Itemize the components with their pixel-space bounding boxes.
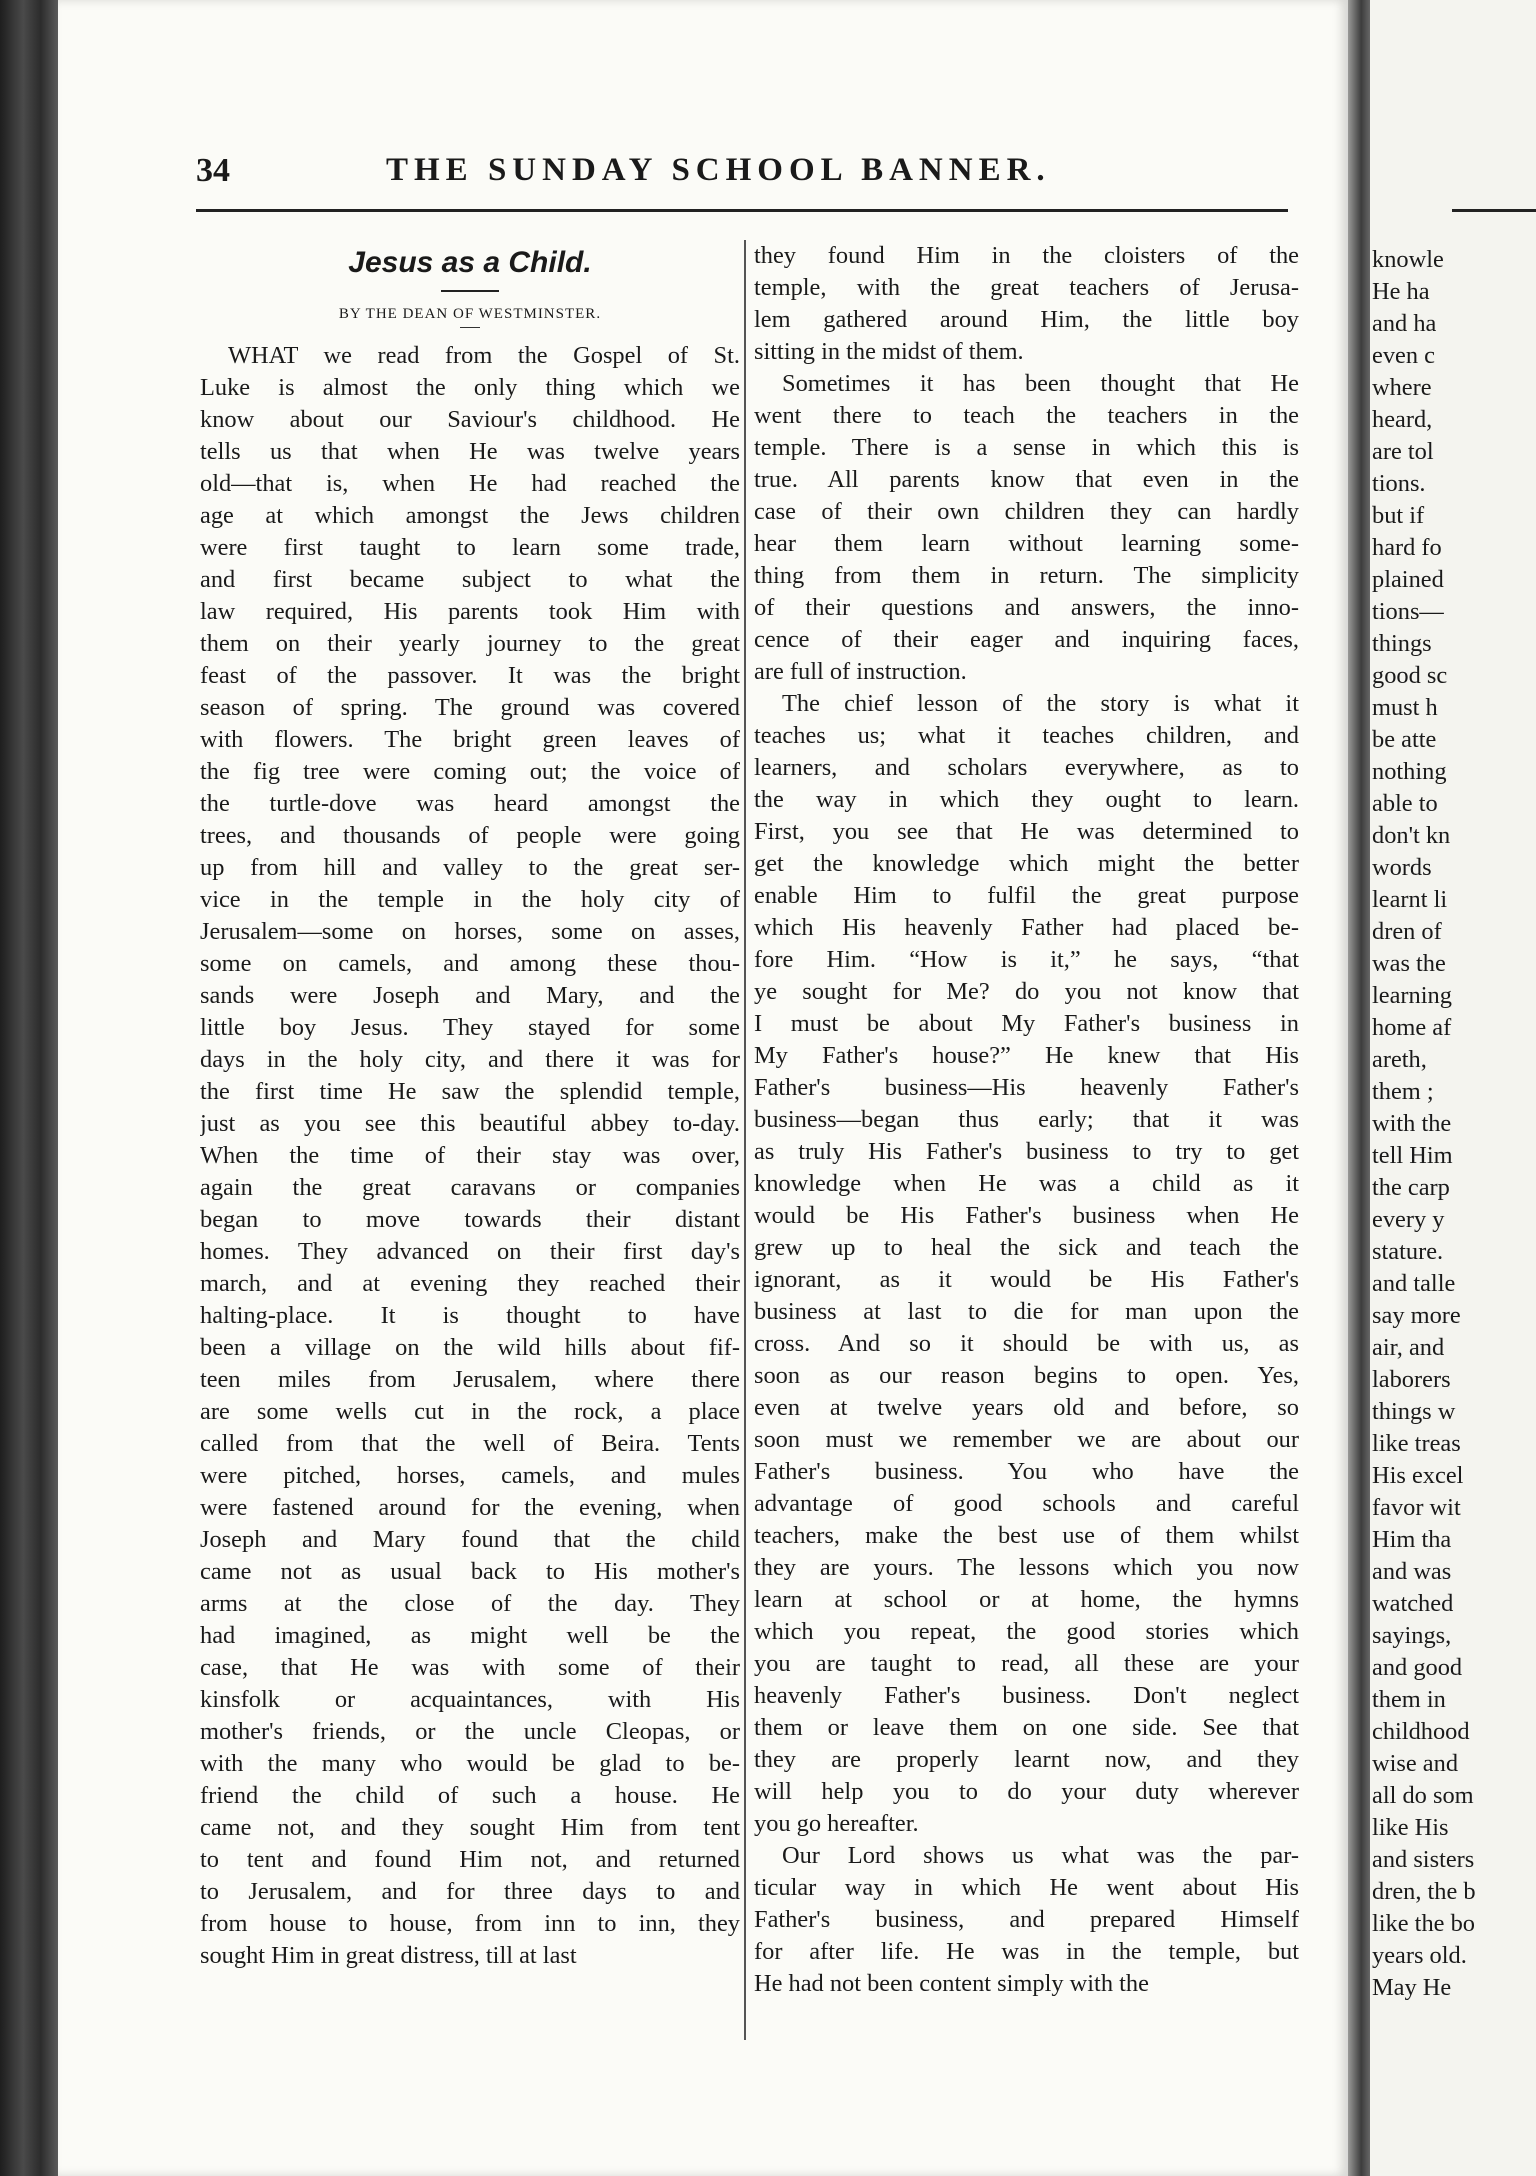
facing-page-line: years old. bbox=[1372, 1942, 1467, 1969]
facing-page-line: able to bbox=[1372, 790, 1438, 817]
text-line: would be His Father's business when He bbox=[754, 1202, 1299, 1229]
facing-page-line: and good bbox=[1372, 1654, 1463, 1681]
text-line: kinsfolk or acquaintances, with His bbox=[200, 1686, 740, 1713]
text-line: Our Lord shows us what was the par- bbox=[782, 1842, 1299, 1869]
text-line: as truly His Father's business to try to get bbox=[754, 1138, 1299, 1165]
facing-page-line: are tol bbox=[1372, 438, 1434, 465]
text-line: to Jerusalem, and for three days to and bbox=[200, 1878, 740, 1905]
text-line: came not as usual back to His mother's bbox=[200, 1558, 740, 1585]
text-line: WHAT we read from the Gospel of St. bbox=[228, 342, 740, 369]
text-line: even at twelve years old and before, so bbox=[754, 1394, 1299, 1421]
text-line: learn at school or at home, the hymns bbox=[754, 1586, 1299, 1613]
facing-page-line: tell Him bbox=[1372, 1142, 1453, 1169]
title-rule bbox=[441, 290, 499, 292]
text-line: sands were Joseph and Mary, and the bbox=[200, 982, 740, 1009]
left-column-text bbox=[200, 340, 740, 1972]
text-line: of their questions and answers, the inno- bbox=[754, 594, 1299, 621]
text-line: lem gathered around Him, the little boy bbox=[754, 306, 1299, 333]
facing-page-line: knowle bbox=[1372, 246, 1444, 273]
facing-page-line: watched bbox=[1372, 1590, 1454, 1617]
text-line: little boy Jesus. They stayed for some bbox=[200, 1014, 740, 1041]
text-line: the first time He saw the splendid temple, bbox=[200, 1078, 740, 1105]
facing-page-line: dren of bbox=[1372, 918, 1442, 945]
text-line: Luke is almost the only thing which we bbox=[200, 374, 740, 401]
facing-page-line: things bbox=[1372, 630, 1432, 657]
text-line: them on their yearly journey to the great bbox=[200, 630, 740, 657]
facing-page-line: must h bbox=[1372, 694, 1438, 721]
text-line: soon must we remember we are about our bbox=[754, 1426, 1299, 1453]
text-line: vice in the temple in the holy city of bbox=[200, 886, 740, 913]
text-line: case of their own children they can hardly bbox=[754, 498, 1299, 525]
text-line: they are properly learnt now, and they bbox=[754, 1746, 1299, 1773]
text-line: fore Him. “How is it,” he says, “that bbox=[754, 946, 1299, 973]
facing-page-line: nothing bbox=[1372, 758, 1447, 785]
text-line: for after life. He was in the temple, but bbox=[754, 1938, 1299, 1965]
facing-page-line: sayings, bbox=[1372, 1622, 1452, 1649]
text-line: Jerusalem—some on horses, some on asses, bbox=[200, 918, 740, 945]
text-line: were fastened around for the evening, when bbox=[200, 1494, 740, 1521]
facing-page-line: every y bbox=[1372, 1206, 1445, 1233]
facing-page-line: wise and bbox=[1372, 1750, 1459, 1777]
text-line: were first taught to learn some trade, bbox=[200, 534, 740, 561]
page-number: 34 bbox=[196, 152, 230, 189]
facing-page-line: stature. bbox=[1372, 1238, 1444, 1265]
text-line: came not, and they sought Him from tent bbox=[200, 1814, 740, 1841]
text-line: teachers, make the best use of them whilst bbox=[754, 1522, 1299, 1549]
facing-page-line: areth, bbox=[1372, 1046, 1427, 1073]
text-line: First, you see that He was determined to bbox=[754, 818, 1299, 845]
facing-page-line: tions— bbox=[1372, 598, 1444, 625]
facing-page-line: good sc bbox=[1372, 662, 1448, 689]
text-line: called from that the well of Beira. Tents bbox=[200, 1430, 740, 1457]
text-line: teen miles from Jerusalem, where there bbox=[200, 1366, 740, 1393]
text-line: Father's business. You who have the bbox=[754, 1458, 1299, 1485]
text-line: you are taught to read, all these are your bbox=[754, 1650, 1299, 1677]
text-line: trees, and thousands of people were going bbox=[200, 822, 740, 849]
text-line: with the many who would be glad to be- bbox=[200, 1750, 740, 1777]
text-line: friend the child of such a house. He bbox=[200, 1782, 740, 1809]
text-line: He had not been content simply with the bbox=[754, 1970, 1149, 1997]
text-line: temple. There is a sense in which this is bbox=[754, 434, 1299, 461]
text-line: thing from them in return. The simplicity bbox=[754, 562, 1299, 589]
page-gutter bbox=[1348, 0, 1370, 2176]
facing-page-line: Him tha bbox=[1372, 1526, 1452, 1553]
text-line: true. All parents know that even in the bbox=[754, 466, 1299, 493]
facing-page-line: like treas bbox=[1372, 1430, 1461, 1457]
facing-page-line: tions. bbox=[1372, 470, 1426, 497]
article-byline: BY THE DEAN OF WESTMINSTER. bbox=[338, 306, 602, 322]
text-line: knowledge when He was a child as it bbox=[754, 1170, 1299, 1197]
text-line: teaches us; what it teaches children, and bbox=[754, 722, 1299, 749]
text-line: ye sought for Me? do you not know that bbox=[754, 978, 1299, 1005]
text-line: grew up to heal the sick and teach the bbox=[754, 1234, 1299, 1261]
facing-page-line: heard, bbox=[1372, 406, 1433, 433]
text-line: know about our Saviour's childhood. He bbox=[200, 406, 740, 433]
text-line: some on camels, and among these thou- bbox=[200, 950, 740, 977]
left-column bbox=[200, 240, 740, 1972]
facing-page-line: words bbox=[1372, 854, 1432, 881]
book-binding bbox=[0, 0, 58, 2176]
text-line: had imagined, as might well be the bbox=[200, 1622, 740, 1649]
facing-page-line: air, and bbox=[1372, 1334, 1445, 1361]
facing-page-text bbox=[1370, 244, 1476, 2004]
facing-page-line: like the bo bbox=[1372, 1910, 1475, 1937]
facing-page-line: May He bbox=[1372, 1974, 1452, 2001]
text-line: tells us that when He was twelve years bbox=[200, 438, 740, 465]
text-line: began to move towards their distant bbox=[200, 1206, 740, 1233]
text-line: sought Him in great distress, till at last bbox=[200, 1942, 577, 1969]
text-line: which you repeat, the good stories which bbox=[754, 1618, 1299, 1645]
text-line: Father's business, and prepared Himself bbox=[754, 1906, 1299, 1933]
text-line: hear them learn without learning some- bbox=[754, 530, 1299, 557]
text-line: which His heavenly Father had placed be- bbox=[754, 914, 1299, 941]
text-line: ticular way in which He went about His bbox=[754, 1874, 1299, 1901]
facing-page-line: with the bbox=[1372, 1110, 1452, 1137]
facing-page-line: home af bbox=[1372, 1014, 1452, 1041]
text-line: law required, His parents took Him with bbox=[200, 598, 740, 625]
text-line: business—began thus early; that it was bbox=[754, 1106, 1299, 1133]
facing-page-line: where bbox=[1372, 374, 1432, 401]
text-line: days in the holy city, and there it was for bbox=[200, 1046, 740, 1073]
text-line: with flowers. The bright green leaves of bbox=[200, 726, 740, 753]
facing-page-line: hard fo bbox=[1372, 534, 1442, 561]
text-line: they are yours. The lessons which you now bbox=[754, 1554, 1299, 1581]
right-column bbox=[754, 240, 1299, 2000]
facing-page-line: plained bbox=[1372, 566, 1444, 593]
facing-page-line: like His bbox=[1372, 1814, 1449, 1841]
text-line: My Father's house?” He knew that His bbox=[754, 1042, 1299, 1069]
text-line: you go hereafter. bbox=[754, 1810, 919, 1837]
text-line: will help you to do your duty wherever bbox=[754, 1778, 1299, 1805]
text-line: went there to teach the teachers in the bbox=[754, 402, 1299, 429]
facing-page-line: and sisters bbox=[1372, 1846, 1475, 1873]
facing-page-line: childhood bbox=[1372, 1718, 1470, 1745]
facing-page-line: be atte bbox=[1372, 726, 1437, 753]
facing-page-line: but if bbox=[1372, 502, 1425, 529]
text-line: Father's business—His heavenly Father's bbox=[754, 1074, 1299, 1101]
text-line: they found Him in the cloisters of the bbox=[754, 242, 1299, 269]
text-line: halting-place. It is thought to have bbox=[200, 1302, 740, 1329]
text-line: soon as our reason begins to open. Yes, bbox=[754, 1362, 1299, 1389]
text-line: enable Him to fulfil the great purpose bbox=[754, 882, 1299, 909]
text-line: Sometimes it has been thought that He bbox=[782, 370, 1299, 397]
running-header bbox=[196, 148, 1286, 198]
text-line: again the great caravans or companies bbox=[200, 1174, 740, 1201]
text-line: Joseph and Mary found that the child bbox=[200, 1526, 740, 1553]
text-line: mother's friends, or the uncle Cleopas, or bbox=[200, 1718, 740, 1745]
facing-page-line: don't kn bbox=[1372, 822, 1451, 849]
facing-page-line: was the bbox=[1372, 950, 1446, 977]
facing-page-line: the carp bbox=[1372, 1174, 1450, 1201]
facing-page-line: all do som bbox=[1372, 1782, 1474, 1809]
text-line: age at which amongst the Jews children bbox=[200, 502, 740, 529]
text-line: up from hill and valley to the great ser- bbox=[200, 854, 740, 881]
facing-page-line: things w bbox=[1372, 1398, 1456, 1425]
text-line: were pitched, horses, camels, and mules bbox=[200, 1462, 740, 1489]
right-column-text bbox=[754, 240, 1299, 2000]
article-title: Jesus as a Child. bbox=[348, 246, 592, 279]
text-line: homes. They advanced on their first day's bbox=[200, 1238, 740, 1265]
text-line: march, and at evening they reached their bbox=[200, 1270, 740, 1297]
journal-title: THE SUNDAY SCHOOL BANNER. bbox=[386, 152, 1051, 188]
facing-page-line: and was bbox=[1372, 1558, 1452, 1585]
text-line: arms at the close of the day. They bbox=[200, 1590, 740, 1617]
facing-page-line: dren, the b bbox=[1372, 1878, 1476, 1905]
text-line: heavenly Father's business. Don't neglect bbox=[754, 1682, 1299, 1709]
text-line: just as you see this beautiful abbey to-day. bbox=[200, 1110, 740, 1137]
text-line: temple, with the great teachers of Jerusa- bbox=[754, 274, 1299, 301]
facing-page-line: say more bbox=[1372, 1302, 1461, 1329]
text-line: cross. And so it should be with us, as bbox=[754, 1330, 1299, 1357]
facing-page-header-rule bbox=[1452, 209, 1536, 212]
text-line: The chief lesson of the story is what it bbox=[782, 690, 1299, 717]
text-line: When the time of their stay was over, bbox=[200, 1142, 740, 1169]
byline-rule bbox=[460, 327, 480, 328]
text-line: old—that is, when He had reached the bbox=[200, 470, 740, 497]
facing-page-line: His excel bbox=[1372, 1462, 1464, 1489]
text-line: ignorant, as it would be His Father's bbox=[754, 1266, 1299, 1293]
facing-page-line: favor wit bbox=[1372, 1494, 1461, 1521]
text-line: and first became subject to what the bbox=[200, 566, 740, 593]
text-line: case, that He was with some of their bbox=[200, 1654, 740, 1681]
text-line: the fig tree were coming out; the voice of bbox=[200, 758, 740, 785]
text-line: the way in which they ought to learn. bbox=[754, 786, 1299, 813]
facing-page-line: them in bbox=[1372, 1686, 1446, 1713]
text-line: from house to house, from inn to inn, they bbox=[200, 1910, 740, 1937]
text-line: been a village on the wild hills about fif- bbox=[200, 1334, 740, 1361]
facing-page-line: learnt li bbox=[1372, 886, 1448, 913]
facing-page-line: learning bbox=[1372, 982, 1452, 1009]
text-line: sitting in the midst of them. bbox=[754, 338, 1024, 365]
facing-page-line: laborers bbox=[1372, 1366, 1451, 1393]
text-line: are some wells cut in the rock, a place bbox=[200, 1398, 740, 1425]
facing-page bbox=[1370, 0, 1536, 2176]
text-line: the turtle-dove was heard amongst the bbox=[200, 790, 740, 817]
facing-page-line: and talle bbox=[1372, 1270, 1456, 1297]
text-line: advantage of good schools and careful bbox=[754, 1490, 1299, 1517]
facing-page-line: and ha bbox=[1372, 310, 1437, 337]
column-divider bbox=[744, 240, 746, 2040]
facing-page-line: He ha bbox=[1372, 278, 1430, 305]
text-line: cence of their eager and inquiring faces, bbox=[754, 626, 1299, 653]
text-line: are full of instruction. bbox=[754, 658, 967, 685]
facing-page-line: even c bbox=[1372, 342, 1435, 369]
text-line: feast of the passover. It was the bright bbox=[200, 662, 740, 689]
text-line: to tent and found Him not, and returned bbox=[200, 1846, 740, 1873]
text-line: learners, and scholars everywhere, as to bbox=[754, 754, 1299, 781]
text-line: I must be about My Father's business in bbox=[754, 1010, 1299, 1037]
facing-page-line: them ; bbox=[1372, 1078, 1434, 1105]
text-line: them or leave them on one side. See that bbox=[754, 1714, 1299, 1741]
text-line: season of spring. The ground was covered bbox=[200, 694, 740, 721]
header-rule bbox=[196, 209, 1288, 212]
text-line: business at last to die for man upon the bbox=[754, 1298, 1299, 1325]
text-line: get the knowledge which might the better bbox=[754, 850, 1299, 877]
